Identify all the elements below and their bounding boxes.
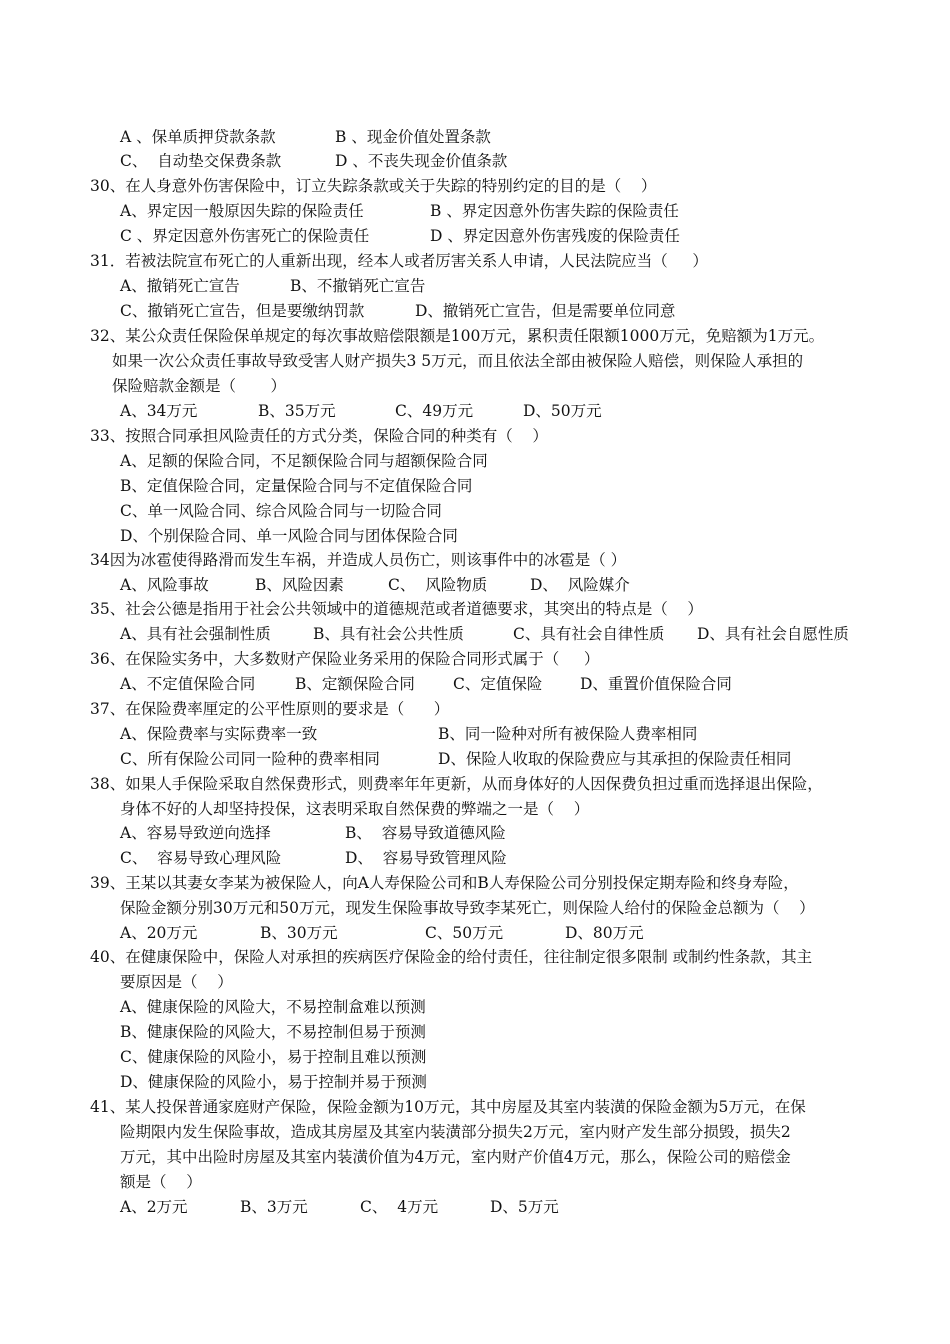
option-a: A 、保单质押贷款条款 <box>120 128 276 146</box>
option-a: A、风险事故 <box>120 576 209 594</box>
question-39-cont: 保险金额分别30万元和50万元，现发生保险事故导致李某死亡，则保险人给付的保险金总额为（ ） <box>120 899 815 917</box>
option-row <box>120 200 880 222</box>
option-d: D、保险人收取的保险费应与其承担的保险责任相同 <box>438 750 792 768</box>
option-a: A、撤销死亡宣告 <box>120 277 240 295</box>
question-41-cont: 额是（ ） <box>120 1173 202 1191</box>
option-b: B、 容易导致道德风险 <box>345 824 506 842</box>
question-30: 30、在人身意外伤害保险中，订立失踪条款或关于失踪的特别约定的目的是（ ） <box>90 177 657 195</box>
option-d: D、 容易导致管理风险 <box>345 849 507 867</box>
option-d: D 、不丧失现金价值条款 <box>335 152 508 170</box>
question-41-cont: 万元，其中出险时房屋及其室内装潢价值为4万元，室内财产价值4万元，那么，保险公司的赔偿金 <box>120 1148 791 1166</box>
option-a: A、健康保险的风险大，不易控制盒难以预测 <box>120 998 426 1016</box>
option-b: B、风险因素 <box>255 576 344 594</box>
question-34: 34因为冰雹使得路滑而发生车祸，并造成人员伤亡，则该事件中的冰雹是（ ） <box>90 551 627 569</box>
option-a: A、足额的保险合同，不足额保险合同与超额保险合同 <box>120 452 488 470</box>
option-d: D、个别保险合同、单一风险合同与团体保险合同 <box>120 527 458 545</box>
option-c: C、撤销死亡宣告，但是要缴纳罚款 <box>120 302 365 320</box>
question-36: 36、在保险实务中，大多数财产保险业务采用的保险合同形式属于（ ） <box>90 650 600 668</box>
option-c: C、49万元 <box>395 402 474 420</box>
option-c: C、具有社会自律性质 <box>513 625 665 643</box>
option-row <box>120 275 880 297</box>
question-39: 39、王某以其妻女李某为被保险人，向A人寿保险公司和B人寿保险公司分别投保定期寿险和终身寿险， <box>90 874 799 892</box>
option-row <box>120 673 880 695</box>
question-41: 41、某人投保普通家庭财产保险，保险金额为10万元，其中房屋及其室内装潢的保险金额为5万元，在保 <box>90 1098 806 1116</box>
option-a: A、界定因一般原因失踪的保险责任 <box>120 202 364 220</box>
question-31: 31．若被法院宣布死亡的人重新出现，经本人或者厉害关系人申请，人民法院应当（ ） <box>90 252 708 270</box>
option-d: D、50万元 <box>523 402 602 420</box>
option-a: A、2万元 <box>120 1198 188 1216</box>
option-row <box>120 126 820 148</box>
option-a: A、保险费率与实际费率一致 <box>120 725 318 743</box>
option-d: D、健康保险的风险小，易于控制并易于预测 <box>120 1073 427 1091</box>
option-d: D、80万元 <box>565 924 644 942</box>
option-c: C、健康保险的风险小，易于控制且难以预测 <box>120 1048 427 1066</box>
option-b: B、不撤销死亡宣告 <box>290 277 426 295</box>
option-c: C、 容易导致心理风险 <box>120 849 282 867</box>
option-a: A、具有社会强制性质 <box>120 625 271 643</box>
question-38: 38、如果人手保险采取自然保费形式，则费率年年更新，从而身体好的人因保费负担过重而选择退出保险， <box>90 775 823 793</box>
option-b: B、定值保险合同，定量保险合同与不定值保险合同 <box>120 477 473 495</box>
option-d: D、具有社会自愿性质 <box>697 625 849 643</box>
option-b: B、3万元 <box>240 1198 308 1216</box>
question-37: 37、在保险费率厘定的公平性原则的要求是（ ） <box>90 700 450 718</box>
option-c: C、 风险物质 <box>388 576 488 594</box>
option-d: D 、界定因意外伤害残废的保险责任 <box>430 227 680 245</box>
question-40-cont: 要原因是（ ） <box>120 973 233 991</box>
question-33: 33、按照合同承担风险责任的方式分类，保险合同的种类有（ ） <box>90 427 548 445</box>
option-row <box>120 922 880 944</box>
option-c: C、定值保险 <box>453 675 543 693</box>
option-row <box>120 574 880 596</box>
option-d: D、5万元 <box>490 1198 559 1216</box>
question-32-cont: 如果一次公众责任事故导致受害人财产损失3 5万元，而且依法全部由被保险人赔偿，则保险人承担的 <box>112 352 804 370</box>
option-row <box>120 225 880 247</box>
question-35: 35、社会公德是指用于社会公共领域中的道德规范或者道德要求，其突出的特点是（ ） <box>90 600 703 618</box>
option-c: C、所有保险公司同一险种的费率相同 <box>120 750 380 768</box>
option-row <box>120 1196 880 1218</box>
option-c: C、 自动垫交保费条款 <box>120 152 282 170</box>
question-32: 32、某公众责任保险保单规定的每次事故赔偿限额是100万元，累积责任限额1000万元，免赔额为1万元。 <box>90 327 825 345</box>
option-a: A、容易导致逆向选择 <box>120 824 271 842</box>
option-b: B、35万元 <box>258 402 336 420</box>
option-c: C、单一风险合同、综合风险合同与一切险合同 <box>120 502 442 520</box>
option-a: A、20万元 <box>120 924 198 942</box>
option-row <box>120 623 880 645</box>
option-row <box>120 150 820 172</box>
option-c: C、 4万元 <box>360 1198 439 1216</box>
option-a: A、34万元 <box>120 402 198 420</box>
question-32-cont: 保险赔款金额是（ ） <box>112 377 286 395</box>
option-c: C 、界定因意外伤害死亡的保险责任 <box>120 227 370 245</box>
question-38-cont: 身体不好的人却坚持投保，这表明采取自然保费的弊端之一是（ ） <box>120 800 590 818</box>
option-d: D、撤销死亡宣告，但是需要单位同意 <box>415 302 676 320</box>
option-row <box>120 822 880 844</box>
option-row <box>120 847 880 869</box>
option-b: B 、界定因意外伤害失踪的保险责任 <box>430 202 679 220</box>
option-b: B、具有社会公共性质 <box>313 625 464 643</box>
option-b: B 、现金价值处置条款 <box>335 128 491 146</box>
option-row <box>120 400 880 422</box>
option-row <box>120 748 880 770</box>
question-40: 40、在健康保险中，保险人对承担的疾病医疗保险金的给付责任，往往制定很多限制 或制约性条款，其主 <box>90 948 813 966</box>
option-b: B、健康保险的风险大，不易控制但易于预测 <box>120 1023 426 1041</box>
option-c: C、50万元 <box>425 924 504 942</box>
option-a: A、不定值保险合同 <box>120 675 256 693</box>
option-b: B、同一险种对所有被保险人费率相同 <box>438 725 698 743</box>
option-b: B、30万元 <box>260 924 338 942</box>
question-41-cont: 险期限内发生保险事故，造成其房屋及其室内装潢部分损失2万元，室内财产发生部分损毁，损失2 <box>120 1123 791 1141</box>
option-d: D、重置价值保险合同 <box>580 675 732 693</box>
option-row <box>120 723 880 745</box>
option-b: B、定额保险合同 <box>295 675 415 693</box>
option-d: D、 风险媒介 <box>530 576 630 594</box>
option-row <box>120 300 880 322</box>
